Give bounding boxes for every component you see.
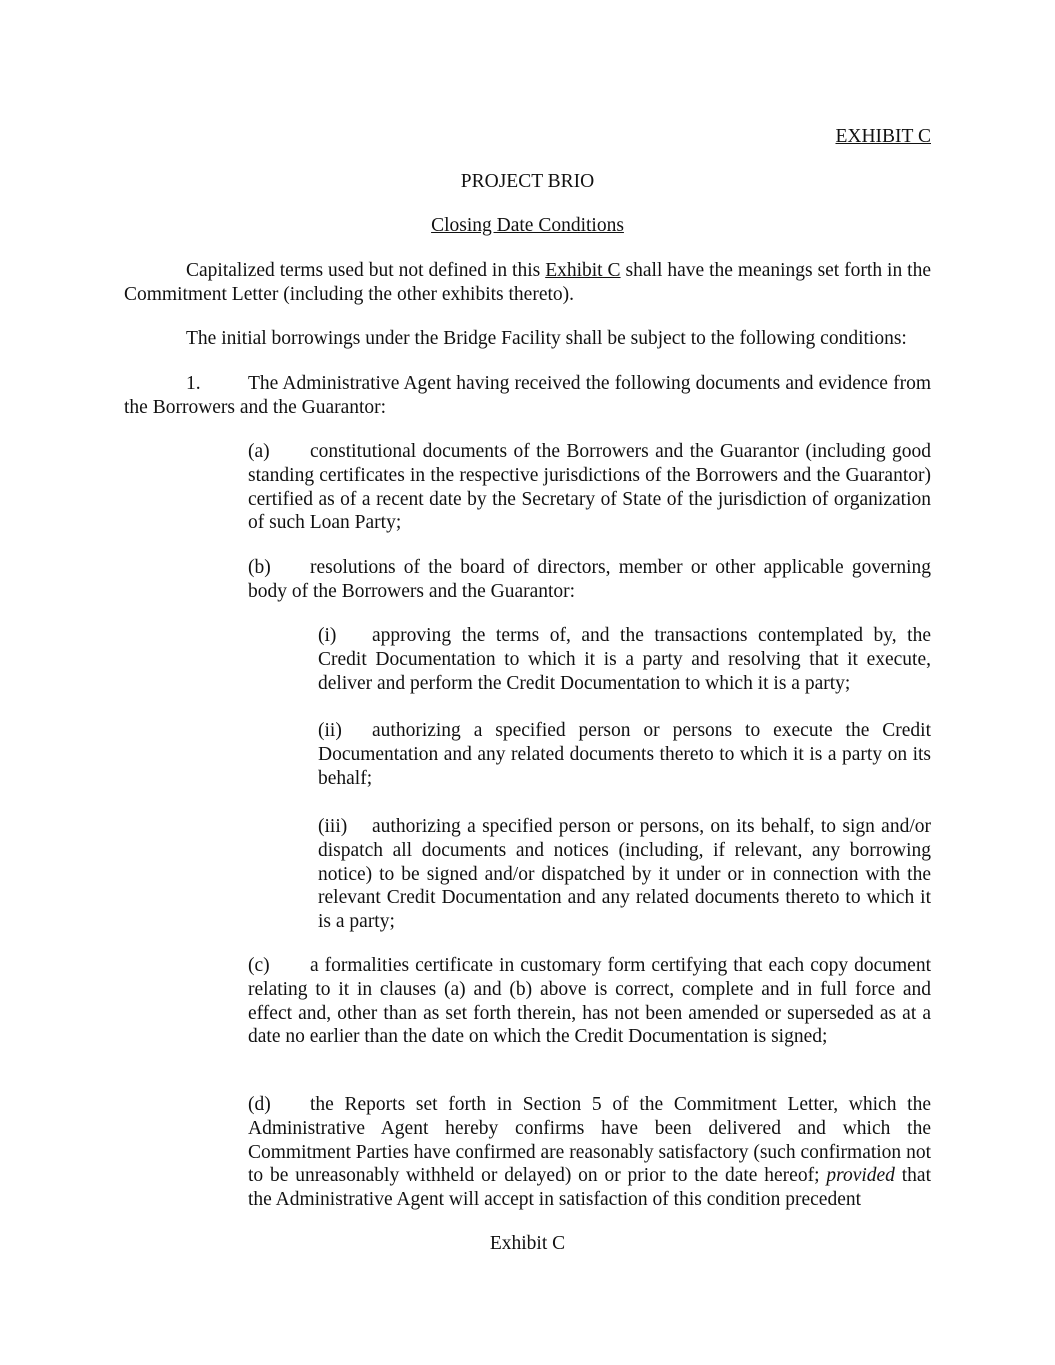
clause-d-text-1: the Reports set forth in Section 5 of the Commitment Letter, which the Administrative Agent hereby confirms have been delivered and which the Commitment Parties have confirmed are reasonably satisfactory (such confirmation not to be unreasonably withheld or delayed) on or prior to the date hereof; xyxy=(248,1094,931,1187)
clause-b-ii xyxy=(318,719,931,790)
clause-b-text: resolutions of the board of directors, member or other applicable governing body of the Borrowers and the Guarantor: xyxy=(248,557,931,602)
clause-c-label: (c) xyxy=(248,955,270,976)
clause-a xyxy=(248,440,931,535)
clause-d-provided: provided xyxy=(826,1165,895,1187)
clause-d-text-2: that the Administrative Agent will accept in satisfaction of this condition precedent xyxy=(248,1165,931,1211)
clause-b-iii-label: (iii) xyxy=(318,816,348,837)
exhibit-reference: Exhibit C xyxy=(545,260,621,281)
page-footer: Exhibit C xyxy=(489,1233,566,1254)
section-title-text: Closing Date Conditions xyxy=(431,215,624,236)
project-title: PROJECT BRIO xyxy=(460,171,595,192)
condition-1-text: The Administrative Agent having received the following documents and evidence from the Borrowers and the Guarantor: xyxy=(124,373,931,418)
intro-paragraph xyxy=(124,259,931,307)
clause-d-label: (d) xyxy=(248,1094,271,1115)
clause-b xyxy=(248,556,931,604)
clause-b-ii-text: authorizing a specified person or persons to execute the Credit Documentation and any related documents thereto to which it is a party on its behalf; xyxy=(318,720,931,789)
lead-sentence: The initial borrowings under the Bridge Facility shall be subject to the following conditions: xyxy=(186,328,907,349)
condition-number: 1. xyxy=(186,373,201,394)
section-title xyxy=(0,214,1055,238)
clause-b-i-label: (i) xyxy=(318,625,337,646)
clause-b-i-text: approving the terms of, and the transactions contemplated by, the Credit Documentation to which it is a party and resolving that it execute, deliver and perform the Credit Documentation to which it is a party; xyxy=(318,625,931,694)
intro-text-2: shall have the meanings set forth in the Commitment Letter (including the other exhibits thereto). xyxy=(124,260,932,305)
clause-a-text: constitutional documents of the Borrowers and the Guarantor (including good standing certificates in the respective jurisdictions of the Borrowers and the Guarantor) certified as of a recent date by the Secretary of State of the jurisdiction of organization of such Loan Party; xyxy=(248,441,931,534)
clause-b-iii xyxy=(318,815,931,934)
clause-c xyxy=(248,954,931,1049)
clause-d xyxy=(248,1093,931,1212)
clause-b-i xyxy=(318,624,931,695)
clause-c-text: a formalities certificate in customary form certifying that each copy document relating to it in clauses (a) and (b) above is correct, complete and in full force and effect and, other than as set forth therein, has not been amended or superseded as at a date no earlier than the date on which the Credit Documentation is signed; xyxy=(248,955,931,1048)
clause-b-iii-text: authorizing a specified person or persons, on its behalf, to sign and/or dispatch all documents and notices (including, if relevant, any borrowing notice) to be signed and/or dispatched by it under or in connection with the relevant Credit Documentation and any related documents thereto to which it is a party; xyxy=(318,816,931,933)
exhibit-label: EXHIBIT C xyxy=(835,126,931,147)
clause-a-label: (a) xyxy=(248,441,270,462)
condition-1 xyxy=(124,372,931,420)
intro-text-1: Capitalized terms used but not defined in this xyxy=(186,260,546,281)
clause-b-label: (b) xyxy=(248,557,271,578)
clause-b-ii-label: (ii) xyxy=(318,720,342,741)
